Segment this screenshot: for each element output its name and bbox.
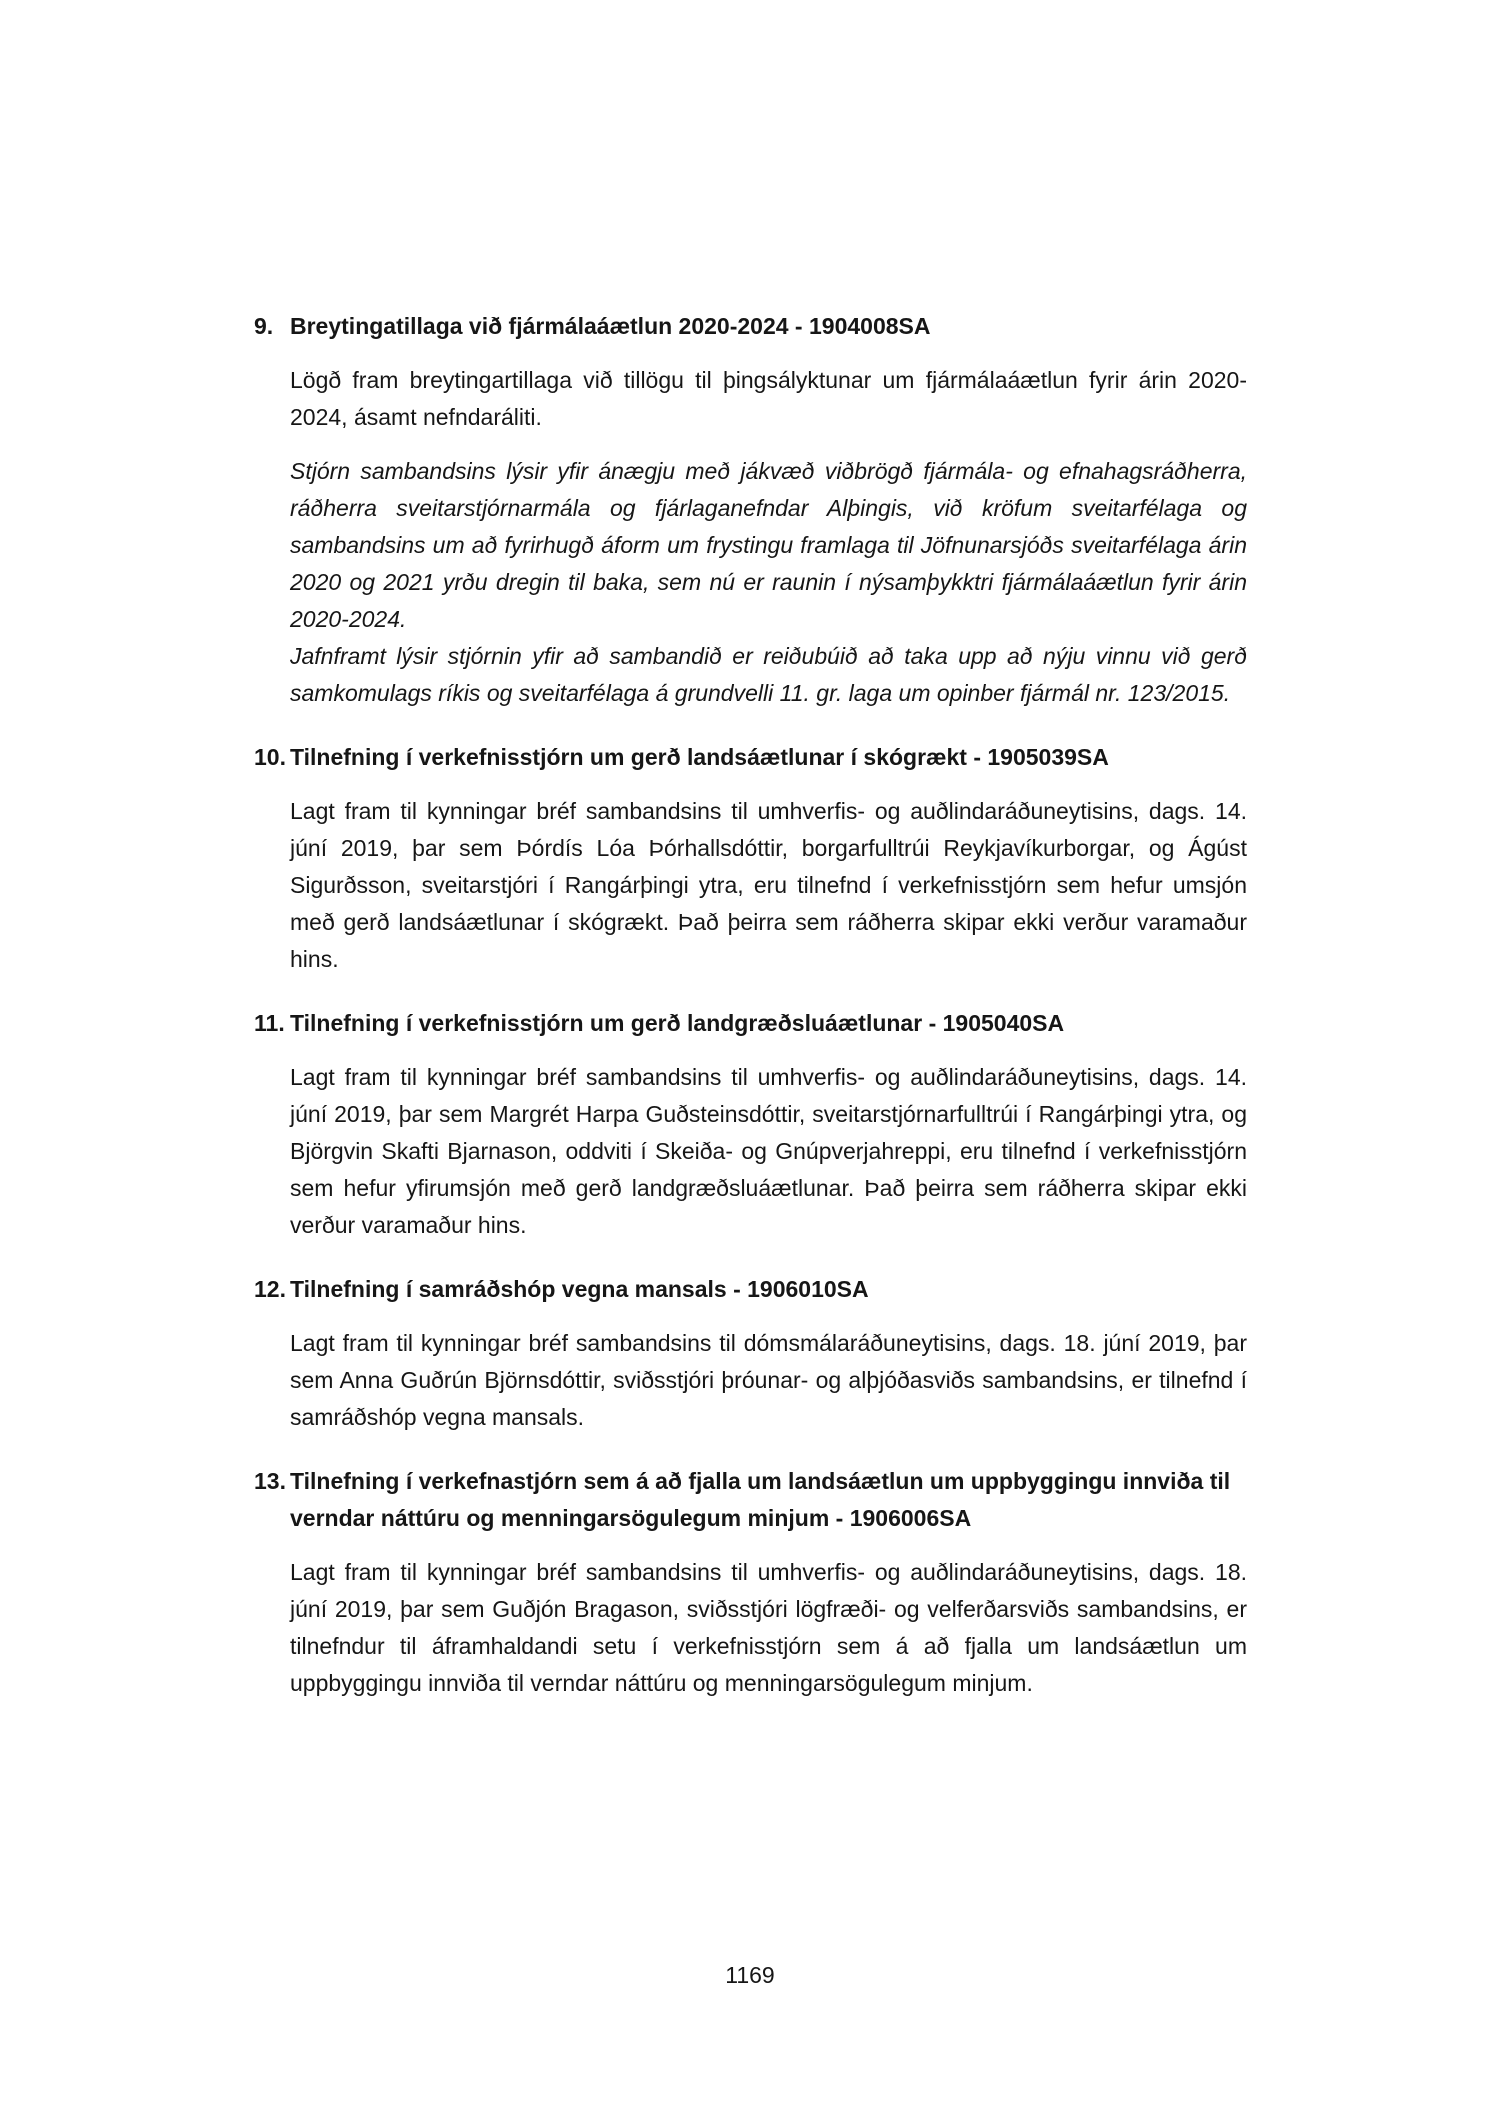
agenda-item-13 [254, 1463, 1247, 1702]
item-body [290, 1271, 1247, 1436]
item-number: 11. [254, 1010, 285, 1036]
item-title: Breytingatillaga við fjármálaáætlun 2020-2024 - 1904008SA [290, 313, 931, 339]
item-body [290, 739, 1247, 978]
item-title: Tilnefning í verkefnisstjórn um gerð landgræðsluáætlunar - 1905040SA [290, 1010, 1065, 1036]
item-paragraph: Lagt fram til kynningar bréf sambandsins til umhverfis- og auðlindaráðuneytisins, dags. 14. júní 2019, þar sem Þórdís Lóa Þórhallsdóttir, borgarfulltrúi Reykjavíkurborgar, og Ágúst Sigurðsson, sveitarstjóri í Rangárþingi ytra, eru tilnefnd í verkefnisstjórn sem hefur umsjón með gerð landsáætlunar í skógrækt. Það þeirra sem ráðherra skipar ekki verður varamaður hins. [290, 798, 1247, 972]
item-number: 13. [254, 1468, 286, 1494]
item-paragraph: Lagt fram til kynningar bréf sambandsins til umhverfis- og auðlindaráðuneytisins, dags. 18. júní 2019, þar sem Guðjón Bragason, sviðsstjóri lögfræði- og velferðarsviðs sambandsins, er tilnefndur til áframhaldandi setu í verkefnisstjórn sem á að fjalla um landsáætlun um uppbyggingu innviða til verndar náttúru og menningarsögulegum minjum. [290, 1559, 1247, 1696]
item-body [290, 308, 1247, 712]
page-number: 1169 [725, 1962, 775, 1988]
agenda-item-11 [254, 1005, 1247, 1244]
item-paragraph: Lagt fram til kynningar bréf sambandsins til umhverfis- og auðlindaráðuneytisins, dags. 14. júní 2019, þar sem Margrét Harpa Guðsteinsdóttir, sveitarstjórnarfulltrúi í Rangárþingi ytra, og Björgvin Skafti Bjarnason, oddviti í Skeiða- og Gnúpverjahreppi, eru tilnefnd í verkefnisstjórn sem hefur yfirumsjón með gerð landgræðsluáætlunar. Það þeirra sem ráðherra skipar ekki verður varamaður hins. [290, 1064, 1247, 1238]
item-paragraph: Jafnframt lýsir stjórnin yfir að sambandið er reiðubúið að taka upp að nýju vinnu við gerð samkomulags ríkis og sveitarfélaga á grundvelli 11. gr. laga um opinber fjármál nr. 123/2015. [290, 643, 1247, 706]
item-title: Tilnefning í samráðshóp vegna mansals - 1906010SA [290, 1276, 869, 1302]
item-body [290, 1463, 1247, 1702]
item-paragraph: Lögð fram breytingartillaga við tillögu til þingsályktunar um fjármálaáætlun fyrir árin 2020-2024, ásamt nefndaráliti. [290, 367, 1247, 430]
agenda-item-10 [254, 739, 1247, 978]
item-body [290, 1005, 1247, 1244]
agenda-item-12 [254, 1271, 1247, 1436]
item-number: 10. [254, 744, 286, 770]
item-paragraph: Lagt fram til kynningar bréf sambandsins til dómsmálaráðuneytisins, dags. 18. júní 2019, þar sem Anna Guðrún Björnsdóttir, sviðsstjóri þróunar- og alþjóðasviðs sambandsins, er tilnefnd í samráðshóp vegna mansals. [290, 1330, 1247, 1430]
item-number: 9. [254, 313, 274, 339]
item-paragraph: Stjórn sambandsins lýsir yfir ánægju með jákvæð viðbrögð fjármála- og efnahagsráðherra, ráðherra sveitarstjórnarmála og fjárlaganefndar Alþingis, við kröfum sveitarfélaga og sambandsins um að fyrirhugð áform um frystingu framlaga til Jöfnunarsjóðs sveitarfélaga árin 2020 og 2021 yrðu dregin til baka, sem nú er raunin í nýsamþykktri fjármálaáætlun fyrir árin 2020-2024. [290, 458, 1247, 632]
item-number: 12. [254, 1276, 286, 1302]
agenda-item-9 [254, 308, 1247, 712]
item-title: Tilnefning í verkefnisstjórn um gerð landsáætlunar í skógrækt - 1905039SA [290, 744, 1109, 770]
agenda-list [254, 308, 1247, 1729]
item-title: Tilnefning í verkefnastjórn sem á að fjalla um landsáætlun um uppbyggingu innviða til verndar náttúru og menningarsögulegum minjum - 1906006SA [290, 1468, 1231, 1531]
